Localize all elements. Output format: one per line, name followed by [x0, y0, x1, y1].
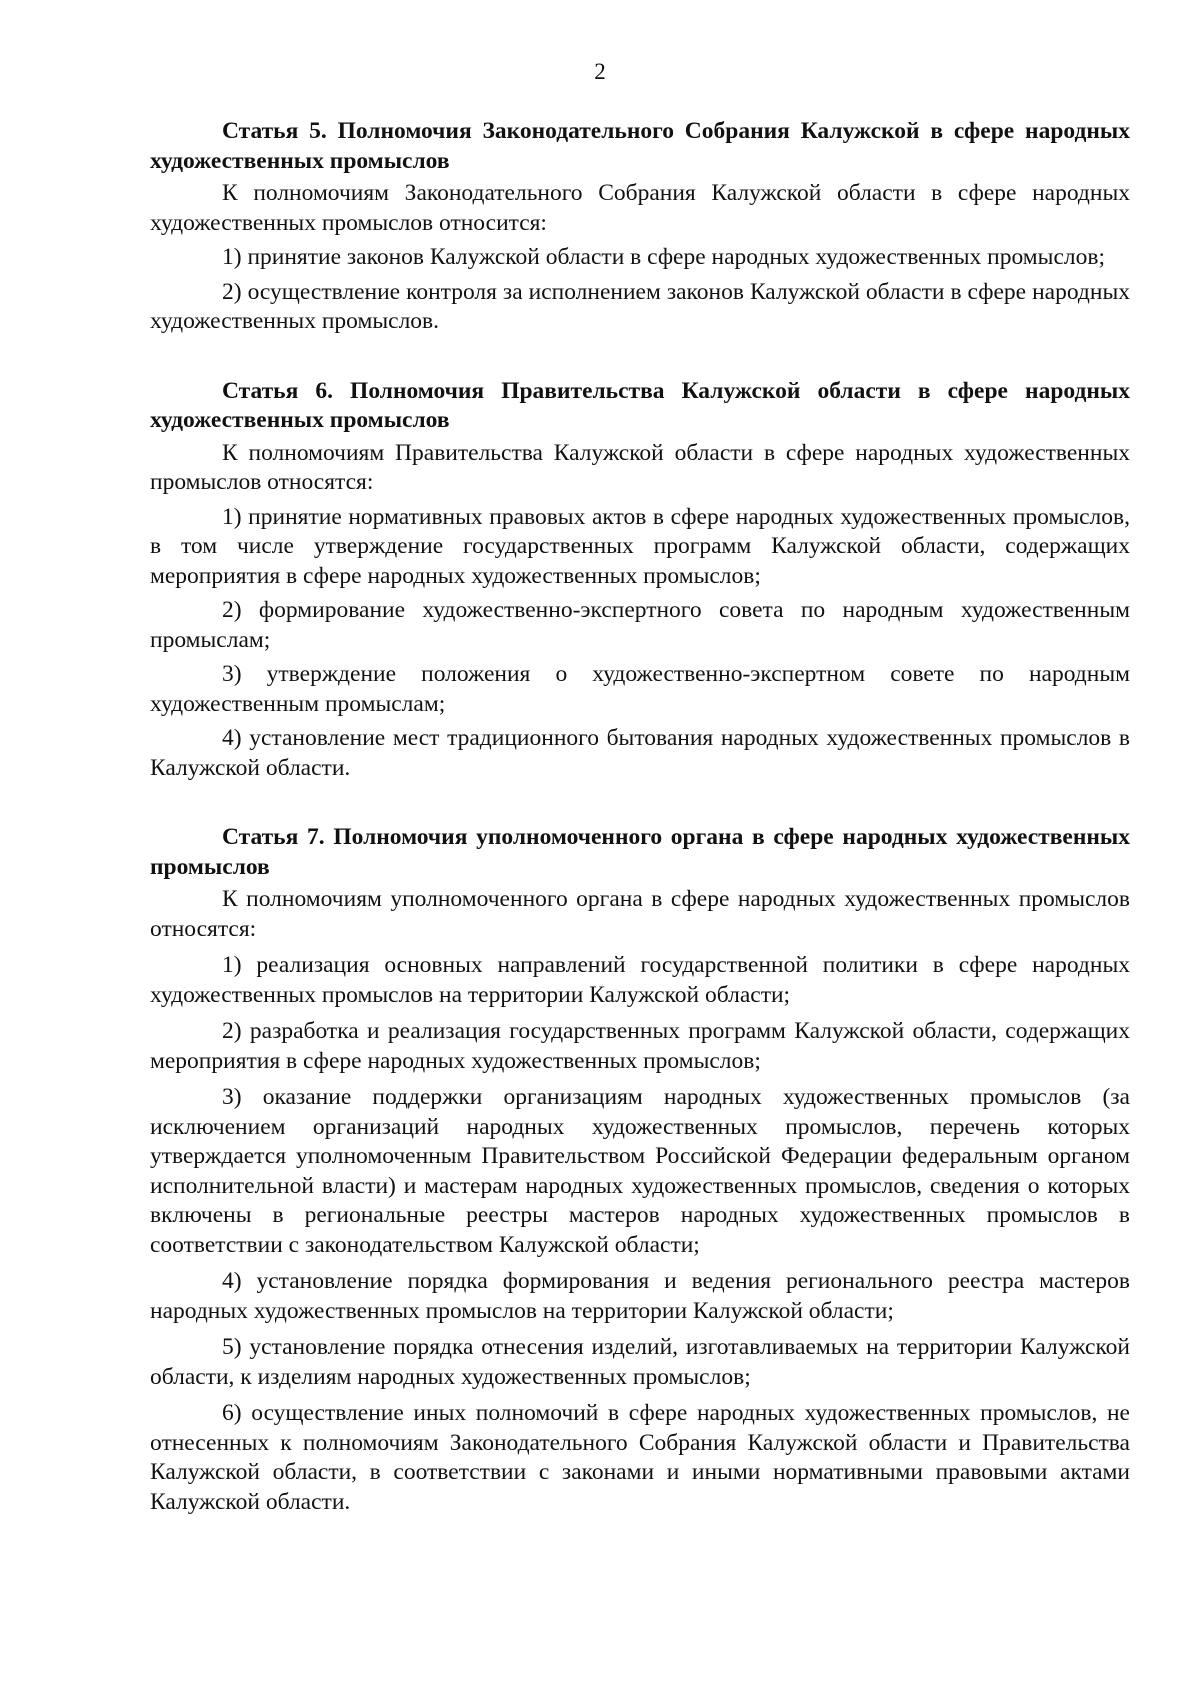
list-item: 4) установление порядка формирования и ведения регионального реестра мастеров народных художественных промыслов на территории Калужской области; — [150, 1268, 1130, 1324]
list-item: 5) установление порядка отнесения изделий, изготавливаемых на территории Калужской области, к изделиям народных художественных промыслов; — [150, 1334, 1130, 1390]
list-item: 2) разработка и реализация государственных программ Калужской области, содержащих мероприятия в сфере народных художественных промыслов; — [150, 1018, 1130, 1074]
list-item: 3) оказание поддержки организациям народных художественных промыслов (за исключением организаций народных художественных промыслов, перечень которых утверждается уполномоченным Правительством Российской Федерации федеральным органом исполнительной власти) и мастерам народных художественных промыслов, сведения о которых включены в региональные реестры мастеров народных художественных промыслов в соответствии с законодательством Калужской области; — [150, 1084, 1130, 1258]
article-intro: К полномочиям уполномоченного органа в сфере народных художественных промыслов относятся: — [150, 886, 1130, 942]
list-item: 1) реализация основных направлений государственной политики в сфере народных художественных промыслов на территории Калужской области; — [150, 952, 1130, 1008]
list-item: 6) осуществление иных полномочий в сфере народных художественных промыслов, не отнесенных к полномочиям Законодательного Собрания Калужской области и Правительства Калужской области, в соответствии с законами и иными нормативными правовыми актами Калужской области. — [150, 1400, 1130, 1515]
article-intro: К полномочиям Правительства Калужской области в сфере народных художественных промыслов относятся: — [150, 439, 1130, 495]
article-heading: Статья 7. Полномочия уполномоченного органа в сфере народных художественных промыслов — [150, 824, 1130, 880]
article-heading: Статья 5. Полномочия Законодательного Собрания Калужской в сфере народных художественных промыслов — [150, 118, 1130, 174]
list-item: 3) утверждение положения о художественно-экспертном совете по народным художественным промыслам; — [150, 661, 1130, 717]
page-number: 2 — [594, 59, 606, 84]
article-7 — [150, 823, 1130, 1517]
list-item: 2) осуществление контроля за исполнением законов Калужской области в сфере народных художественных промыслов. — [150, 278, 1130, 334]
article-intro: К полномочиям Законодательного Собрания Калужской области в сфере народных художественных промыслов относится: — [150, 180, 1130, 236]
list-item: 4) установление мест традиционного бытования народных художественных промыслов в Калужской области. — [150, 725, 1130, 781]
list-item: 2) формирование художественно-экспертного совета по народным художественным промыслам; — [150, 597, 1130, 653]
article-6 — [150, 377, 1130, 784]
article-heading: Статья 6. Полномочия Правительства Калужской области в сфере народных художественных промыслов — [150, 377, 1130, 433]
document-body — [150, 117, 1130, 1517]
list-item: 1) принятие нормативных правовых актов в сфере народных художественных промыслов, в том числе утверждение государственных программ Калужской области, содержащих мероприятия в сфере народных художественных промыслов; — [150, 503, 1130, 589]
article-5 — [150, 117, 1130, 337]
list-item: 1) принятие законов Калужской области в сфере народных художественных промыслов; — [222, 244, 1105, 270]
